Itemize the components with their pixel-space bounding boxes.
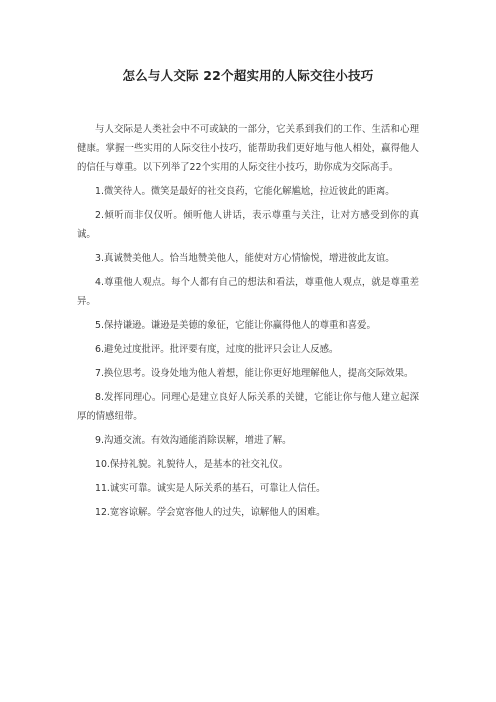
- tip-paragraph: 10.保持礼貌。礼貌待人，是基本的社交礼仪。: [95, 459, 289, 470]
- tip-paragraph: 3.真诚赞美他人。恰当地赞美他人，能使对方心情愉悦，增进彼此友谊。: [95, 253, 395, 264]
- tip-paragraph: 12.宽容谅解。学会宽容他人的过失，谅解他人的困难。: [95, 507, 326, 518]
- tip-paragraph: 9.沟通交流。有效沟通能消除误解，增进了解。: [95, 435, 292, 446]
- tip-paragraph: 1.微笑待人。微笑是最好的社交良药，它能化解尴尬，拉近彼此的距离。: [95, 186, 395, 197]
- tip-paragraph: 5.保持谦逊。谦逊是美德的象征，它能让你赢得他人的尊重和喜爱。: [95, 320, 376, 331]
- tip-paragraph: 4.尊重他人观点。每个人都有自己的想法和看法，尊重他人观点，就是尊重差异。: [77, 277, 419, 307]
- tip-paragraph: 6.避免过度批评。批评要有度，过度的批评只会让人反感。: [95, 344, 339, 355]
- intro-paragraph: 与人交际是人类社会中不可或缺的一部分，它关系到我们的工作、生活和心理健康。掌握一些实用的人际交往小技巧，能帮助我们更好地与他人相处，赢得他人的信任与尊重。以下列举了22个实用的人际交往小技巧，助你成为交际高手。: [77, 124, 419, 173]
- tip-paragraph: 7.换位思考。设身处地为他人着想，能让你更好地理解他人，提高交际效果。: [95, 368, 414, 379]
- tip-paragraph: 8.发挥同理心。同理心是建立良好人际关系的关键，它能让你与他人建立起深厚的情感纽带。: [77, 392, 419, 422]
- tip-paragraph: 2.倾听而非仅仅听。倾听他人讲话，表示尊重与关注，让对方感受到你的真诚。: [77, 210, 419, 240]
- document-title: 怎么与人交际 22个超实用的人际交往小技巧: [122, 68, 374, 83]
- tip-paragraph: 11.诚实可靠。诚实是人际关系的基石，可靠让人信任。: [95, 483, 326, 494]
- document-body: [77, 120, 419, 527]
